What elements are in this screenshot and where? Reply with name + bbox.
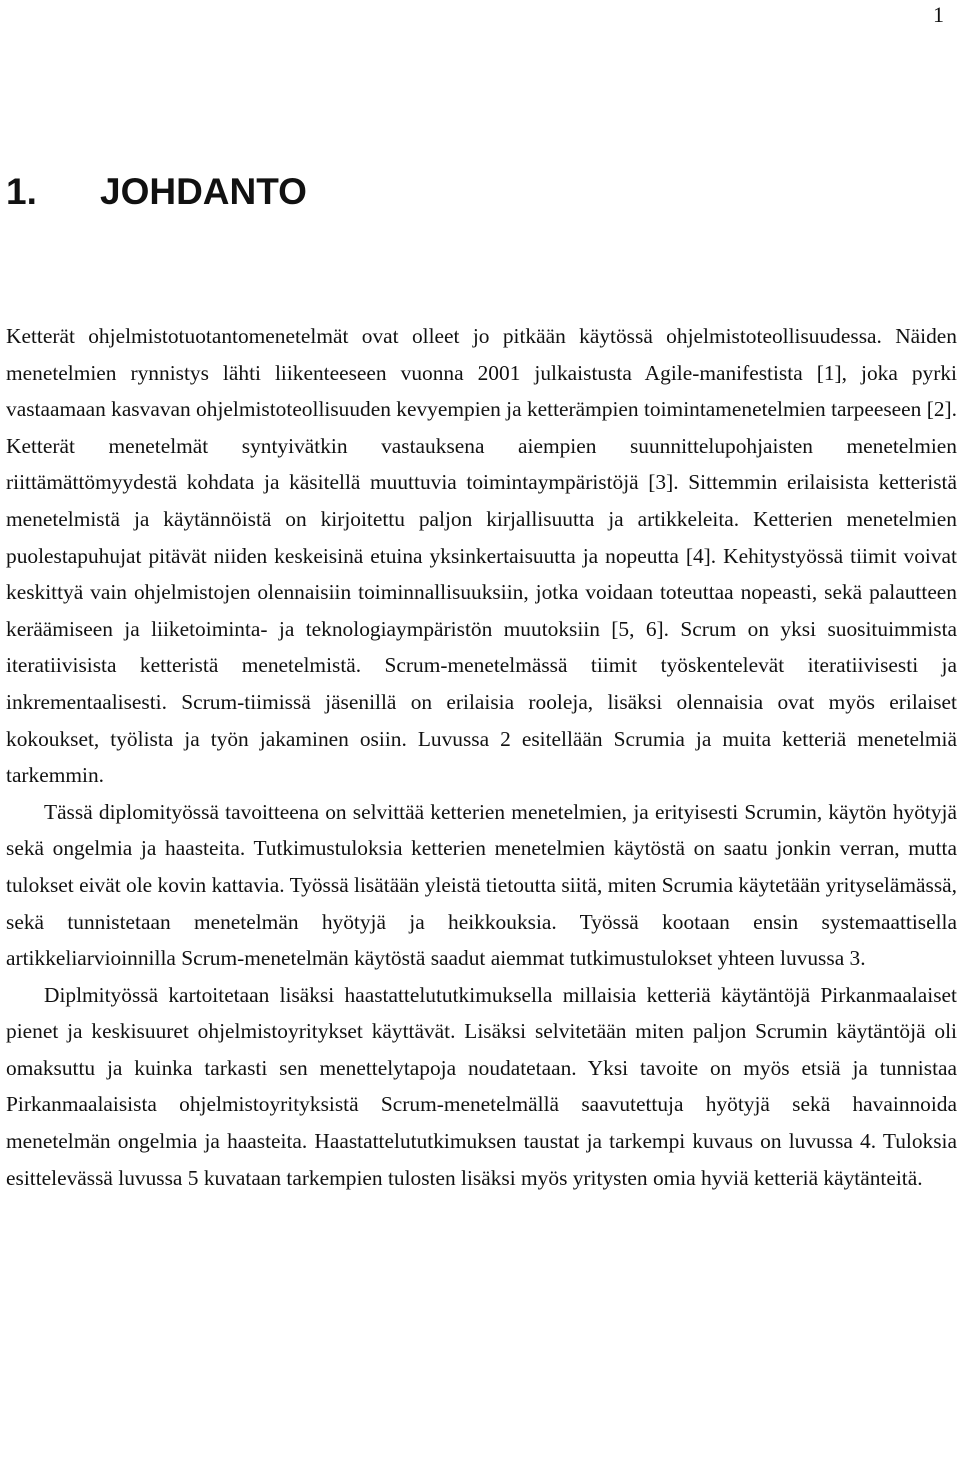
chapter-number: 1. [6,171,37,212]
paragraph-interview-study: Diplmityössä kartoitetaan lisäksi haastattelututkimuksella millaisia ketteriä käytäntöjä Pirkanmaalaiset pienet ja keskisuuret ohjelmistoyritykset käyttävät. Lisäksi selvitetään miten paljon Scrumin käytäntöjä oli omaksuttu ja kuinka tarkasti sen menettelytapoja noudatetaan. Yksi tavoite on myös etsiä ja tunnistaa Pirkanmaalaisista ohjelmistoyrityksistä Scrum-menetelmällä saavutettuja hyötyjä sekä havainnoida menetelmän ongelmia ja haasteita. Haastattelututkimuksen taustat ja tarkempi kuvaus on luvussa 4. Tuloksia esittelevässä luvussa 5 kuvataan tarkempien tulosten lisäksi myös yritysten omia hyviä ketteriä käytänteitä. [6,982,957,1190]
page-number: 1 [933,2,944,27]
chapter-heading [6,170,307,214]
paragraph-intro: Ketterät ohjelmistotuotantomenetelmät ovat olleet jo pitkään käytössä ohjelmistoteollisuudessa. Näiden menetelmien rynnistys lähti liikenteeseen vuonna 2001 julkaistusta Agile-manifestista [1], joka pyrki vastaamaan kasvavan ohjelmistoteollisuuden kevyempien ja ketterämpien toimintamenetelmien tarpeeseen [2]. Ketterät menetelmät syntyivätkin vastauksena aiempien suunnittelupohjaisten menetelmien riittämättömyydestä kohdata ja käsitellä muuttuvia toimintaympäristöjä [3]. Sittemmin erilaisista ketteristä menetelmistä ja käytännöistä on kirjoitettu paljon kirjallisuutta ja artikkeleita. Ketterien menetelmien puolestapuhujat pitävät niiden keskeisinä etuina yksinkertaisuutta ja nopeutta [4]. Kehitystyössä tiimit voivat keskittyä vain ohjelmistojen olennaisiin toiminnallisuuksiin, jotka voidaan toteuttaa nopeasti, sekä palautteen keräämiseen ja liiketoiminta- ja teknologiaympäristön muutoksiin [5, 6]. Scrum on yksi suosituimmista iteratiivisista ketteristä menetelmistä. Scrum-menetelmässä tiimit työskentelevät iteratiivisesti ja inkrementaalisesti. Scrum-tiimissä jäsenillä on erilaisia rooleja, lisäksi olennaisia ovat myös erilaiset kokoukset, työlista ja työn jakaminen osiin. Luvussa 2 esitellään Scrumia ja muita ketteriä menetelmiä tarkemmin. [6,324,957,788]
paragraph-goals: Tässä diplomityössä tavoitteena on selvittää ketterien menetelmien, ja erityisesti Scrumin, käytön hyötyjä sekä ongelmia ja haasteita. Tutkimustuloksia ketterien menetelmien käytöstä on saatu jonkin verran, mutta tulokset eivät ole kovin kattavia. Työssä lisätään yleistä tietoutta siitä, miten Scrumia käytetään yrityselämässä, sekä tunnistetaan menetelmän hyötyjä ja heikkouksia. Työssä kootaan ensin systemaattisella artikkeliarvioinnilla Scrum-menetelmän käytöstä saadut aiemmat tutkimustulokset yhteen luvussa 3. [6,799,957,971]
chapter-title: JOHDANTO [100,171,307,212]
body-text [6,318,957,1196]
